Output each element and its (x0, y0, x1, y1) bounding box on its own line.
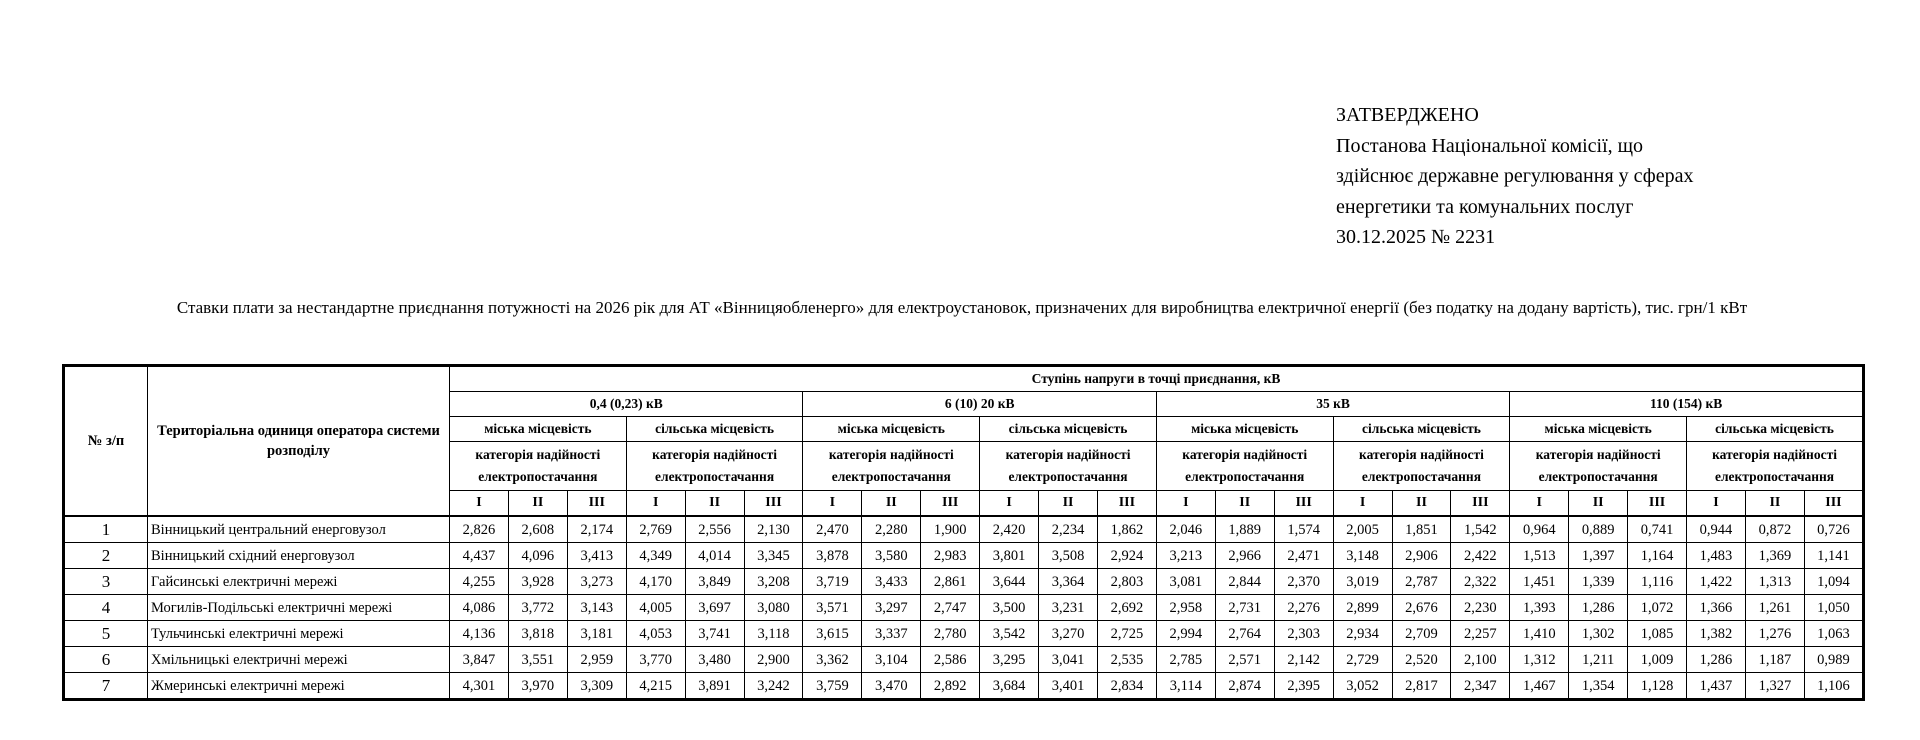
rate-cell: 3,337 (862, 621, 921, 647)
header-voltage: 0,4 (0,23) кВ (450, 392, 803, 417)
rate-cell: 2,844 (1215, 569, 1274, 595)
header-category: III (1804, 491, 1863, 517)
rate-cell: 2,787 (1392, 569, 1451, 595)
rate-cell: 2,100 (1451, 647, 1510, 673)
rate-cell: 2,906 (1392, 543, 1451, 569)
rate-cell: 2,005 (1333, 516, 1392, 543)
header-number: № з/п (64, 366, 148, 517)
rate-cell: 1,366 (1687, 595, 1746, 621)
table-row (64, 543, 1864, 569)
rate-cell: 1,302 (1569, 621, 1628, 647)
rate-cell: 2,934 (1333, 621, 1392, 647)
rate-cell: 3,270 (1039, 621, 1098, 647)
rate-cell: 3,148 (1333, 543, 1392, 569)
rate-cell: 3,847 (450, 647, 509, 673)
rate-cell: 4,170 (626, 569, 685, 595)
rate-cell: 3,052 (1333, 673, 1392, 700)
rate-cell: 2,803 (1097, 569, 1156, 595)
rate-cell: 3,297 (862, 595, 921, 621)
rate-cell: 3,295 (980, 647, 1039, 673)
header-voltage: 6 (10) 20 кВ (803, 392, 1156, 417)
rate-cell: 2,764 (1215, 621, 1274, 647)
header-category: II (685, 491, 744, 517)
rate-cell: 3,364 (1039, 569, 1098, 595)
header-locality: міська місцевість (1510, 417, 1687, 442)
table-row (64, 516, 1864, 543)
rate-cell: 3,741 (685, 621, 744, 647)
rate-cell: 3,542 (980, 621, 1039, 647)
rate-cell: 2,731 (1215, 595, 1274, 621)
table-row (64, 621, 1864, 647)
header-voltage: 110 (154) кВ (1510, 392, 1864, 417)
row-number: 6 (64, 647, 148, 673)
rate-cell: 3,104 (862, 647, 921, 673)
rate-cell: 1,211 (1569, 647, 1628, 673)
rate-cell: 1,313 (1745, 569, 1804, 595)
rate-cell: 3,684 (980, 673, 1039, 700)
rate-cell: 2,130 (744, 516, 803, 543)
rate-cell: 2,586 (921, 647, 980, 673)
header-category: III (1097, 491, 1156, 517)
header-category: I (1333, 491, 1392, 517)
rate-cell: 2,780 (921, 621, 980, 647)
header-locality: сільська місцевість (980, 417, 1157, 442)
rate-cell: 2,420 (980, 516, 1039, 543)
header-category: III (921, 491, 980, 517)
rate-cell: 2,785 (1156, 647, 1215, 673)
rate-cell: 3,772 (508, 595, 567, 621)
rate-cell: 1,437 (1687, 673, 1746, 700)
rate-cell: 2,303 (1274, 621, 1333, 647)
approval-date: 30.12.2025 № 2231 (1336, 226, 1496, 248)
rate-cell: 3,401 (1039, 673, 1098, 700)
rate-cell: 2,826 (450, 516, 509, 543)
row-number: 1 (64, 516, 148, 543)
table-row (64, 595, 1864, 621)
rate-cell: 1,261 (1745, 595, 1804, 621)
rate-cell: 4,086 (450, 595, 509, 621)
rate-cell: 2,370 (1274, 569, 1333, 595)
row-unit-name: Хмільницькі електричні мережі (148, 647, 450, 673)
rate-cell: 4,053 (626, 621, 685, 647)
rate-cell: 4,215 (626, 673, 685, 700)
rate-cell: 3,719 (803, 569, 862, 595)
rate-cell: 2,276 (1274, 595, 1333, 621)
document-title: Ставки плати за нестандартне приєднання потужності на 2026 рік для АТ «Вінницяобленерго» для електроустановок, призначених для виробництва електричної енергії (без податку на додану вартість), тис. грн/1 кВт (176, 298, 1748, 317)
rate-cell: 3,231 (1039, 595, 1098, 621)
rate-cell: 2,571 (1215, 647, 1274, 673)
header-category: III (1628, 491, 1687, 517)
header-reliability-category: категорія надійності електропостачання (626, 442, 803, 491)
rate-cell: 3,114 (1156, 673, 1215, 700)
rate-cell: 2,520 (1392, 647, 1451, 673)
rate-cell: 2,608 (508, 516, 567, 543)
rate-cell: 1,128 (1628, 673, 1687, 700)
row-number: 4 (64, 595, 148, 621)
header-locality: сільська місцевість (626, 417, 803, 442)
header-category: I (1156, 491, 1215, 517)
header-category: III (744, 491, 803, 517)
rate-cell: 2,983 (921, 543, 980, 569)
rate-cell: 2,874 (1215, 673, 1274, 700)
rate-cell: 0,889 (1569, 516, 1628, 543)
rate-cell: 1,422 (1687, 569, 1746, 595)
header-reliability-category: категорія надійності електропостачання (1687, 442, 1864, 491)
rate-cell: 3,433 (862, 569, 921, 595)
rate-cell: 3,470 (862, 673, 921, 700)
rate-cell: 2,924 (1097, 543, 1156, 569)
header-category: I (1687, 491, 1746, 517)
header-locality: міська місцевість (450, 417, 627, 442)
rate-cell: 3,508 (1039, 543, 1098, 569)
rate-cell: 2,747 (921, 595, 980, 621)
rate-cell: 2,142 (1274, 647, 1333, 673)
rate-cell: 1,393 (1510, 595, 1569, 621)
header-category: I (626, 491, 685, 517)
rate-cell: 4,301 (450, 673, 509, 700)
rate-cell: 1,276 (1745, 621, 1804, 647)
approval-line: здійснює державне регулювання у сферах (1336, 165, 1694, 187)
rate-cell: 1,106 (1804, 673, 1863, 700)
rate-cell: 3,644 (980, 569, 1039, 595)
header-category: II (1569, 491, 1628, 517)
rate-cell: 1,286 (1569, 595, 1628, 621)
table-row (64, 647, 1864, 673)
rate-cell: 3,878 (803, 543, 862, 569)
rate-cell: 2,535 (1097, 647, 1156, 673)
header-category: I (1510, 491, 1569, 517)
rate-cell: 2,174 (567, 516, 626, 543)
rate-cell: 1,369 (1745, 543, 1804, 569)
rate-cell: 2,817 (1392, 673, 1451, 700)
rate-cell: 2,257 (1451, 621, 1510, 647)
rate-cell: 1,382 (1687, 621, 1746, 647)
rate-cell: 3,849 (685, 569, 744, 595)
rate-cell: 3,081 (1156, 569, 1215, 595)
rate-cell: 1,862 (1097, 516, 1156, 543)
rate-cell: 1,467 (1510, 673, 1569, 700)
header-category: II (1392, 491, 1451, 517)
rate-cell: 2,676 (1392, 595, 1451, 621)
rate-cell: 0,944 (1687, 516, 1746, 543)
table-row (64, 569, 1864, 595)
rate-cell: 2,556 (685, 516, 744, 543)
rate-cell: 3,181 (567, 621, 626, 647)
rate-cell: 2,958 (1156, 595, 1215, 621)
rate-cell: 2,725 (1097, 621, 1156, 647)
rate-cell: 3,759 (803, 673, 862, 700)
rate-cell: 2,395 (1274, 673, 1333, 700)
rate-cell: 1,574 (1274, 516, 1333, 543)
rate-cell: 3,500 (980, 595, 1039, 621)
rate-cell: 3,970 (508, 673, 567, 700)
rate-cell: 3,345 (744, 543, 803, 569)
rate-cell: 2,899 (1333, 595, 1392, 621)
header-locality: міська місцевість (1156, 417, 1333, 442)
rate-cell: 2,280 (862, 516, 921, 543)
rate-cell: 2,470 (803, 516, 862, 543)
header-voltage: 35 кВ (1156, 392, 1509, 417)
header-category: II (1215, 491, 1274, 517)
header-category: I (803, 491, 862, 517)
rate-cell: 1,354 (1569, 673, 1628, 700)
rate-cell: 3,480 (685, 647, 744, 673)
header-category: II (862, 491, 921, 517)
rate-cell: 3,580 (862, 543, 921, 569)
rate-cell: 1,072 (1628, 595, 1687, 621)
approval-line: енергетики та комунальних послуг (1336, 195, 1634, 218)
rate-cell: 3,551 (508, 647, 567, 673)
table-body (64, 516, 1864, 700)
rate-cell: 2,471 (1274, 543, 1333, 569)
rate-cell: 3,615 (803, 621, 862, 647)
row-unit-name: Могилів-Подільські електричні мережі (148, 595, 450, 621)
table-row (64, 673, 1864, 700)
rate-cell: 3,208 (744, 569, 803, 595)
rate-cell: 3,118 (744, 621, 803, 647)
rate-cell: 3,041 (1039, 647, 1098, 673)
header-reliability-category: категорія надійності електропостачання (1156, 442, 1333, 491)
rate-cell: 1,339 (1569, 569, 1628, 595)
rate-cell: 0,964 (1510, 516, 1569, 543)
rate-cell: 2,347 (1451, 673, 1510, 700)
rate-cell: 2,422 (1451, 543, 1510, 569)
rate-cell: 1,009 (1628, 647, 1687, 673)
rate-cell: 3,080 (744, 595, 803, 621)
rate-cell: 2,234 (1039, 516, 1098, 543)
rate-cell: 1,164 (1628, 543, 1687, 569)
rate-cell: 3,891 (685, 673, 744, 700)
header-category: III (1274, 491, 1333, 517)
row-number: 3 (64, 569, 148, 595)
row-number: 5 (64, 621, 148, 647)
rate-cell: 1,397 (1569, 543, 1628, 569)
rate-cell: 0,741 (1628, 516, 1687, 543)
header-territorial-unit: Територіальна одиниця оператора системи розподілу (148, 366, 450, 517)
rate-cell: 2,046 (1156, 516, 1215, 543)
rate-cell: 1,851 (1392, 516, 1451, 543)
rate-cell: 2,230 (1451, 595, 1510, 621)
header-category: III (1451, 491, 1510, 517)
rate-cell: 3,818 (508, 621, 567, 647)
header-category: II (508, 491, 567, 517)
rate-cell: 4,349 (626, 543, 685, 569)
rates-table (62, 364, 1865, 701)
approval-line: Постанова Національної комісії, що (1336, 134, 1644, 157)
rate-cell: 2,692 (1097, 595, 1156, 621)
table-header (64, 366, 1864, 517)
rate-cell: 2,322 (1451, 569, 1510, 595)
header-category: I (980, 491, 1039, 517)
rate-cell: 4,437 (450, 543, 509, 569)
header-voltage-level: Ступінь напруги в точці приєднання, кВ (450, 366, 1864, 392)
header-reliability-category: категорія надійності електропостачання (980, 442, 1157, 491)
header-category: I (450, 491, 509, 517)
approval-stamp: ЗАТВЕРДЖЕНО (1336, 104, 1479, 126)
row-unit-name: Гайсинські електричні мережі (148, 569, 450, 595)
rate-cell: 1,286 (1687, 647, 1746, 673)
header-reliability-category: категорія надійності електропостачання (450, 442, 627, 491)
row-number: 2 (64, 543, 148, 569)
header-reliability-category: категорія надійності електропостачання (803, 442, 980, 491)
rate-cell: 3,801 (980, 543, 1039, 569)
rate-cell: 3,019 (1333, 569, 1392, 595)
rate-cell: 4,014 (685, 543, 744, 569)
rate-cell: 3,928 (508, 569, 567, 595)
rate-cell: 3,571 (803, 595, 862, 621)
header-locality: міська місцевість (803, 417, 980, 442)
rate-cell: 1,327 (1745, 673, 1804, 700)
rate-cell: 3,770 (626, 647, 685, 673)
rate-cell: 2,892 (921, 673, 980, 700)
rate-cell: 1,116 (1628, 569, 1687, 595)
rate-cell: 3,309 (567, 673, 626, 700)
header-category: II (1039, 491, 1098, 517)
row-unit-name: Вінницький східний енерговузол (148, 543, 450, 569)
rate-cell: 1,451 (1510, 569, 1569, 595)
rate-cell: 3,362 (803, 647, 862, 673)
row-unit-name: Тульчинські електричні мережі (148, 621, 450, 647)
rate-cell: 1,900 (921, 516, 980, 543)
row-unit-name: Вінницький центральний енерговузол (148, 516, 450, 543)
header-category: III (567, 491, 626, 517)
row-unit-name: Жмеринські електричні мережі (148, 673, 450, 700)
approval-block (1336, 100, 1856, 253)
rate-cell: 0,872 (1745, 516, 1804, 543)
rate-cell: 3,273 (567, 569, 626, 595)
rate-cell: 3,242 (744, 673, 803, 700)
rate-cell: 2,959 (567, 647, 626, 673)
rate-cell: 1,312 (1510, 647, 1569, 673)
rate-cell: 1,063 (1804, 621, 1863, 647)
rate-cell: 2,861 (921, 569, 980, 595)
rate-cell: 2,966 (1215, 543, 1274, 569)
rate-cell: 1,513 (1510, 543, 1569, 569)
rate-cell: 4,005 (626, 595, 685, 621)
rate-cell: 3,143 (567, 595, 626, 621)
rate-cell: 4,096 (508, 543, 567, 569)
rate-cell: 2,709 (1392, 621, 1451, 647)
rate-cell: 1,889 (1215, 516, 1274, 543)
rate-cell: 1,410 (1510, 621, 1569, 647)
header-reliability-category: категорія надійності електропостачання (1333, 442, 1510, 491)
rate-cell: 1,483 (1687, 543, 1746, 569)
rate-cell: 1,094 (1804, 569, 1863, 595)
rate-cell: 4,255 (450, 569, 509, 595)
rate-cell: 1,542 (1451, 516, 1510, 543)
rate-cell: 2,994 (1156, 621, 1215, 647)
rate-cell: 0,726 (1804, 516, 1863, 543)
rate-cell: 1,050 (1804, 595, 1863, 621)
header-locality: сільська місцевість (1687, 417, 1864, 442)
rate-cell: 1,141 (1804, 543, 1863, 569)
rate-cell: 3,213 (1156, 543, 1215, 569)
header-category: II (1745, 491, 1804, 517)
rate-cell: 2,834 (1097, 673, 1156, 700)
header-locality: сільська місцевість (1333, 417, 1510, 442)
rate-cell: 2,900 (744, 647, 803, 673)
rate-cell: 4,136 (450, 621, 509, 647)
rate-cell: 1,085 (1628, 621, 1687, 647)
rate-cell: 3,697 (685, 595, 744, 621)
header-reliability-category: категорія надійності електропостачання (1510, 442, 1687, 491)
rate-cell: 2,729 (1333, 647, 1392, 673)
rate-cell: 2,769 (626, 516, 685, 543)
row-number: 7 (64, 673, 148, 700)
rate-cell: 1,187 (1745, 647, 1804, 673)
rate-cell: 0,989 (1804, 647, 1863, 673)
rate-cell: 3,413 (567, 543, 626, 569)
